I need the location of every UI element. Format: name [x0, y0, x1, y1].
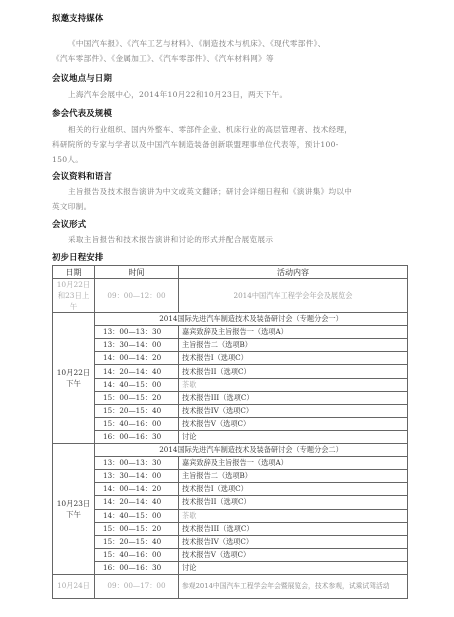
activity-cell: 茶歇 — [179, 378, 408, 391]
heading-media: 拟邀支持媒体 — [52, 13, 104, 23]
time-cell: 13：30—14：00 — [95, 470, 179, 483]
date-cell-day2 — [53, 444, 95, 575]
schedule-table — [52, 265, 408, 599]
activity-cell: 主旨报告二（选项B） — [179, 470, 408, 483]
paragraph-media — [52, 36, 408, 66]
activity-cell: 茶歇 — [179, 509, 408, 522]
table-row — [53, 365, 408, 378]
time-cell: 15：00—15：20 — [95, 522, 179, 535]
table-row — [53, 548, 408, 561]
time-cell: 14：40—15：00 — [95, 509, 179, 522]
activity-cell: 2014中国汽车工程学会年会及展览会 — [179, 279, 408, 313]
activity-cell: 技术报告II（选项C） — [179, 365, 408, 378]
time-cell: 16：00—16：30 — [95, 430, 179, 443]
column-header-date: 日期 — [53, 266, 95, 279]
date-line: 下午 — [66, 510, 81, 519]
table-row — [53, 326, 408, 339]
time-cell: 14：00—14：20 — [95, 483, 179, 496]
table-row — [53, 430, 408, 443]
time-cell: 09：00—17：00 — [95, 574, 179, 598]
activity-cell: 技术报告I（选项C） — [179, 352, 408, 365]
table-row — [53, 404, 408, 417]
activity-cell: 技术报告I（选项C） — [179, 483, 408, 496]
table-row — [53, 352, 408, 365]
table-row — [53, 457, 408, 470]
date-line: 10月23日 — [56, 499, 91, 508]
paragraph-line: 《中国汽车报》、《汽车工艺与材料》、《制造技术与机床》、《现代零部件》、 — [68, 39, 326, 48]
column-header-activity: 活动内容 — [179, 266, 408, 279]
table-row — [53, 417, 408, 430]
table-row — [53, 574, 408, 598]
paragraph-attendees — [52, 122, 408, 167]
date-cell: 10月24日 — [53, 574, 95, 598]
date-line: 10月22日 — [56, 368, 91, 378]
heading-format: 会议形式 — [52, 219, 87, 229]
time-cell: 14：20—14：40 — [95, 365, 179, 378]
table-row — [53, 496, 408, 509]
table-row — [53, 313, 408, 326]
paragraph-format — [52, 232, 408, 247]
time-cell: 13：00—13：30 — [95, 457, 179, 470]
heading-venue-date: 会议地点与日期 — [52, 73, 113, 83]
activity-cell: 讨论 — [179, 430, 408, 443]
table-row — [53, 470, 408, 483]
date-cell-day1 — [53, 313, 95, 444]
paragraph-line: 主旨报告及技术报告演讲为中文或英文翻译；研讨会详细日程和《演讲集》均以中 — [68, 187, 353, 196]
time-cell: 16：00—16：30 — [95, 561, 179, 574]
table-row — [53, 561, 408, 574]
activity-cell: 技术报告II（选项C） — [179, 496, 408, 509]
table-row — [53, 535, 408, 548]
activity-cell: 技术报告V（选项C） — [179, 417, 408, 430]
heading-materials-language: 会议资料和语言 — [52, 171, 113, 181]
time-cell: 14：20—14：40 — [95, 496, 179, 509]
paragraph-line: 《汽车零部件》、《金属加工》、《汽车零部件》、《汽车材料网》等 — [52, 54, 274, 63]
paragraph-line: 英文印制。 — [52, 202, 92, 211]
paragraph-materials-language — [52, 184, 408, 214]
activity-cell: 嘉宾致辞及主旨报告一（选项A） — [179, 326, 408, 339]
table-row — [53, 444, 408, 457]
heading-schedule: 初步日程安排 — [52, 252, 104, 262]
table-row — [53, 483, 408, 496]
session-banner: 2014国际先进汽车制造技术及装备研讨会（专题分会一） — [95, 313, 408, 326]
activity-cell: 技术报告IV（选项C） — [179, 535, 408, 548]
activity-cell: 技术报告III（选项C） — [179, 391, 408, 404]
paragraph-line: 相关的行业组织、国内外整车、零部件企业、机床行业的高层管理者、技术经理， — [68, 125, 353, 134]
paragraph-line: 150人。 — [52, 155, 84, 164]
paragraph-line: 采取主旨报告和技术报告演讲和讨论的形式并配合展览展示 — [68, 235, 274, 244]
activity-cell: 技术报告V（选项C） — [179, 548, 408, 561]
table-row — [53, 279, 408, 313]
table-row — [53, 391, 408, 404]
activity-cell: 参观2014中国汽车工程学会年会暨展览会，技术参观，试乘试驾活动 — [179, 574, 408, 598]
activity-cell: 技术报告III（选项C） — [179, 522, 408, 535]
activity-cell: 技术报告IV（选项C） — [179, 404, 408, 417]
table-row — [53, 339, 408, 352]
time-cell: 09：00—12：00 — [95, 279, 179, 313]
time-cell: 15：20—15：40 — [95, 535, 179, 548]
column-header-time: 时间 — [95, 266, 179, 279]
paragraph-line: 上海汽车会展中心，2014年10月22和10月23日，两天下午。 — [68, 90, 288, 99]
date-cell: 10月22日和23日上午 — [53, 279, 95, 313]
time-cell: 13：30—14：00 — [95, 339, 179, 352]
table-header-row — [53, 266, 408, 279]
activity-cell: 主旨报告二（选项B） — [179, 339, 408, 352]
table-row — [53, 378, 408, 391]
time-cell: 14：00—14：20 — [95, 352, 179, 365]
time-cell: 15：40—16：00 — [95, 417, 179, 430]
table-row — [53, 522, 408, 535]
time-cell: 13：00—13：30 — [95, 326, 179, 339]
heading-attendees: 参会代表及规模 — [52, 108, 113, 118]
time-cell: 15：00—15：20 — [95, 391, 179, 404]
paragraph-venue-date — [52, 87, 408, 102]
time-cell: 15：20—15：40 — [95, 404, 179, 417]
date-line: 下午 — [66, 379, 81, 389]
time-cell: 14：40—15：00 — [95, 378, 179, 391]
paragraph-line: 科研院所的专家与学者以及中国汽车制造装备创新联盟理事单位代表等，预计100- — [52, 140, 339, 149]
time-cell: 15：40—16：00 — [95, 548, 179, 561]
table-row — [53, 509, 408, 522]
session-banner: 2014国际先进汽车制造技术及装备研讨会（专题分会二） — [95, 444, 408, 457]
activity-cell: 讨论 — [179, 561, 408, 574]
activity-cell: 嘉宾致辞及主旨报告一（选项A） — [179, 457, 408, 470]
